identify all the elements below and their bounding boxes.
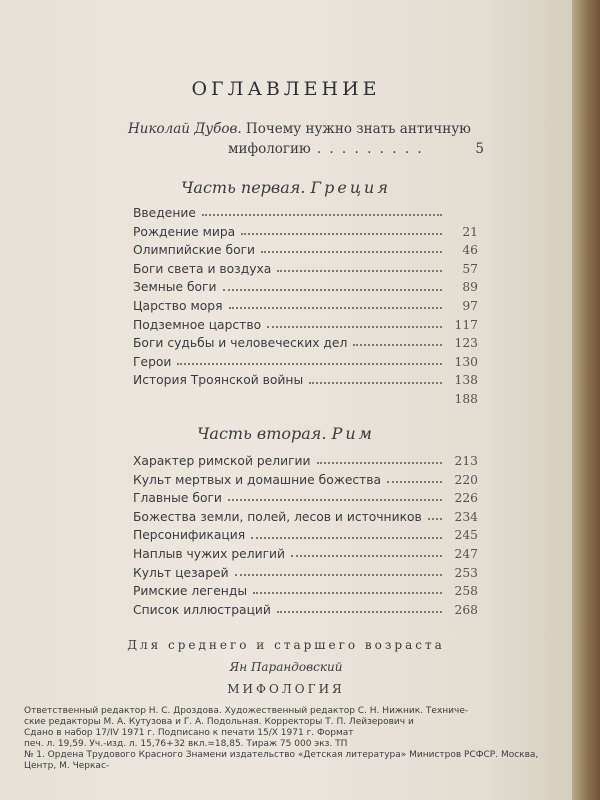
leader-dots (253, 592, 442, 594)
book-name: МИФОЛОГИЯ (227, 682, 345, 696)
entry-title: Подземное царство (133, 317, 262, 332)
leader-dots (267, 326, 442, 328)
imprint-line: печ. л. 19,59. Уч.-изд. л. 15,76+32 вкл.=18,85. Тираж 75 000 экз. ТП (24, 739, 348, 749)
entry-page: 234 (454, 509, 478, 524)
toc-entry (133, 545, 478, 564)
part1-toc (133, 204, 478, 409)
entry-title: Герои (133, 354, 172, 369)
imprint-line: № 1. Ордена Трудового Красного Знамени издательство «Детская литература» Министров РСФСР. Москва, Центр, М. Черкас- (24, 750, 539, 771)
toc-entry (133, 241, 478, 260)
entry-title: Культ цезарей (133, 565, 229, 580)
toc-entry (133, 334, 478, 353)
entry-page: 117 (454, 317, 478, 332)
toc-entry (133, 223, 478, 242)
part1-label: Часть первая. (181, 178, 306, 197)
toc-entry (133, 471, 478, 490)
intro-dots: . . . . . . . . . (316, 141, 424, 157)
entry-title: Земные боги (133, 280, 217, 295)
intro-entry (128, 119, 484, 159)
leader-dots (261, 251, 442, 253)
entry-title: Боги света и воздуха (133, 261, 272, 276)
entry-page: 258 (454, 584, 478, 599)
toc-entry (133, 489, 478, 508)
entry-title: Боги судьбы и человеческих дел (133, 336, 348, 351)
leader-dots (251, 537, 442, 539)
leader-dots (309, 382, 442, 384)
leader-dots (241, 233, 442, 235)
imprint (24, 706, 564, 772)
entry-page: 57 (462, 261, 478, 276)
part2-country: Рим (331, 424, 375, 443)
entry-title: Римские легенды (133, 584, 248, 599)
page-title: ОГЛАВЛЕНИЕ (191, 78, 381, 100)
entry-page: 188 (454, 391, 478, 406)
toc-entry (133, 204, 478, 223)
book-author: Ян Парандовский (229, 660, 343, 674)
entry-title: Наплыв чужих религий (133, 546, 286, 561)
toc-entry (133, 260, 478, 279)
entry-title: Введение (133, 206, 196, 220)
entry-page: 21 (462, 224, 478, 239)
entry-title: Божества земли, полей, лесов и источников (133, 509, 422, 524)
leader-dots (277, 611, 442, 613)
entry-page: 268 (454, 602, 478, 617)
entry-title: Главные боги (133, 491, 222, 506)
part1-country: Греция (310, 178, 391, 197)
toc-entry (133, 297, 478, 316)
audience-note: Для среднего и старшего возраста (127, 638, 445, 652)
leader-dots (177, 363, 442, 365)
leader-dots (387, 481, 442, 483)
leader-dots (223, 289, 442, 291)
leader-dots (428, 518, 442, 520)
part1-heading (0, 178, 572, 197)
toc-entry (133, 316, 478, 335)
intro-title-line2: мифологию (228, 141, 311, 157)
book-binding-edge (572, 0, 600, 800)
toc-entry (133, 564, 478, 583)
entry-page: 253 (454, 565, 478, 580)
toc-entry (133, 278, 478, 297)
toc-entry (133, 601, 478, 620)
entry-title: Рождение мира (133, 224, 236, 239)
entry-page: 46 (462, 243, 478, 258)
leader-dots (317, 462, 442, 464)
entry-page: 138 (454, 373, 478, 388)
entry-page: 247 (454, 546, 478, 561)
toc-entry-extra-page (133, 390, 478, 409)
entry-title: Царство моря (133, 298, 223, 313)
intro-title-line1: Почему нужно знать античную (245, 121, 471, 137)
leader-dots (277, 270, 442, 272)
entry-title: Культ мертвых и домашние божества (133, 472, 382, 487)
toc-entry (133, 371, 478, 390)
part2-toc (133, 452, 478, 619)
toc-entry (133, 353, 478, 372)
entry-title: Характер римской религии (133, 454, 311, 468)
leader-dots (353, 344, 442, 346)
leader-dots (202, 214, 442, 216)
imprint-line: Сдано в набор 17/IV 1971 г. Подписано к печати 15/X 1971 г. Формат (24, 728, 354, 738)
part2-label: Часть вторая. (197, 424, 327, 443)
part2-heading (0, 424, 572, 443)
entry-page: 123 (454, 336, 478, 351)
entry-page: 245 (454, 528, 478, 543)
leader-dots (291, 555, 442, 557)
leader-dots (229, 307, 443, 309)
toc-entry (133, 526, 478, 545)
leader-dots (235, 574, 442, 576)
intro-author: Николай Дубов. (128, 121, 242, 137)
imprint-line: Ответственный редактор Н. С. Дроздова. Художественный редактор С. Н. Нижник. Техниче- (24, 706, 469, 716)
entry-title: Список иллюстраций (133, 602, 271, 617)
entry-title: Олимпийские боги (133, 243, 256, 258)
entry-page: 220 (454, 472, 478, 487)
toc-entry (133, 452, 478, 471)
toc-entry (133, 582, 478, 601)
entry-page: 89 (462, 280, 478, 295)
entry-page: 130 (454, 354, 478, 369)
entry-page: 213 (454, 454, 478, 468)
entry-title: История Троянской войны (133, 373, 304, 388)
leader-dots (228, 499, 442, 501)
toc-entry (133, 508, 478, 527)
entry-page: 97 (462, 298, 478, 313)
imprint-line: ские редакторы М. А. Кутузова и Г. А. Подольная. Корректоры Т. П. Лейзерович и (24, 717, 414, 727)
entry-title: Персонификация (133, 528, 246, 543)
intro-page: 5 (475, 141, 484, 157)
entry-page: 226 (454, 491, 478, 506)
